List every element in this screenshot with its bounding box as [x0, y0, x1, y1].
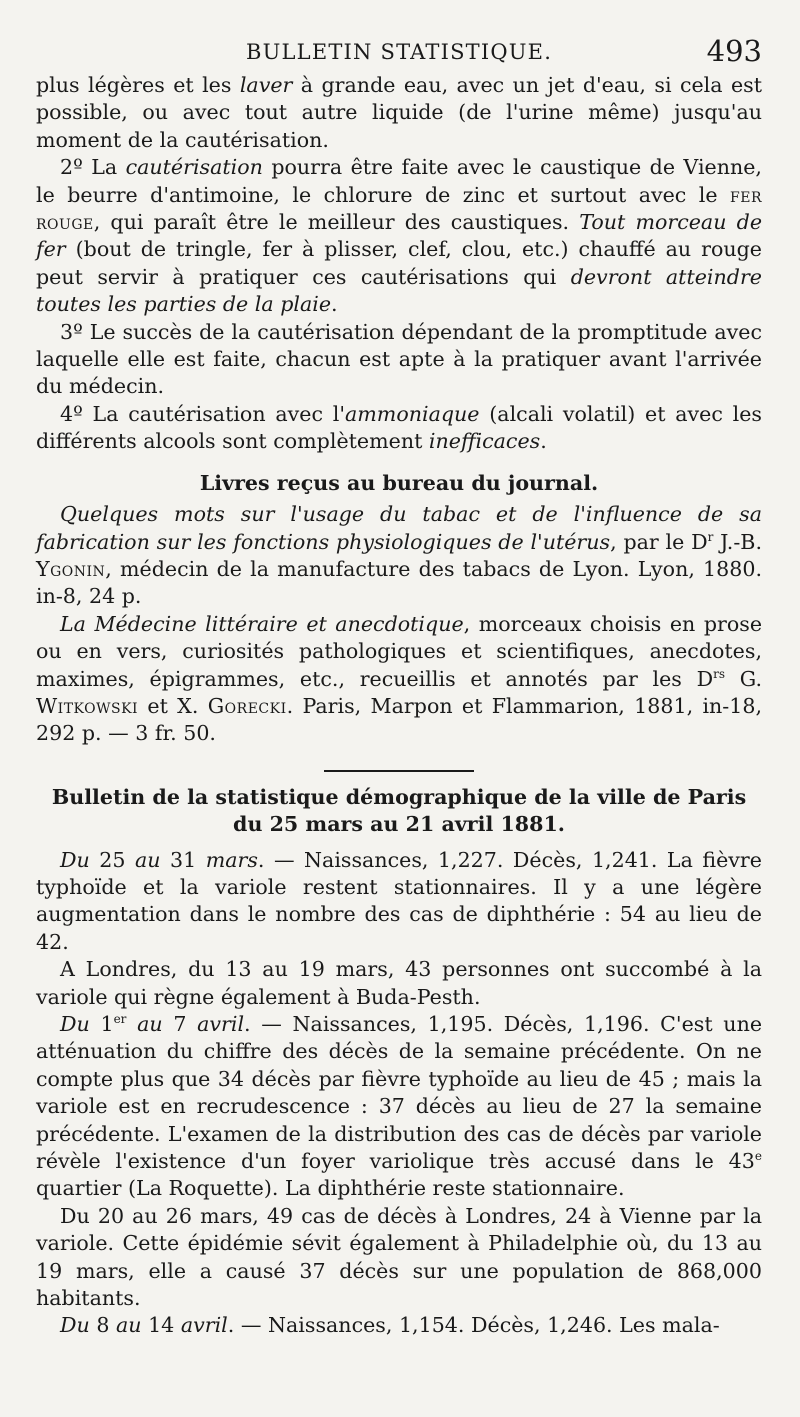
section-title-bulletin — [36, 784, 762, 839]
bulletin-week-1-7-avril: Du 1er au 7 avril. — Naissances, 1,195. Décès, 1,196. C'est une atténuation du chiffre des décès de la semaine précédente. On ne compte plus que 34 décès par fièvre typhoïde au lieu de 45 ; mais la variole est en recrudescence : 37 décès au lieu de 27 la semaine précédente. L'examen de la distribution des cas de décès par variole révèle l'existence d'un foyer variolique très accusé dans le 43e quartier (La Roquette). La diphthérie reste stationnaire. — [36, 1012, 763, 1201]
running-head: BULLETIN STATISTIQUE. — [246, 40, 553, 64]
section-title-books: Livres reçus au bureau du journal. — [199, 470, 599, 495]
bulletin-foreign-cities: Du 20 au 26 mars, 49 cas de décès à Londres, 24 à Vienne par la variole. Cette épidémie sévit également à Philadelphie où, du 13 au 19 mars, elle a causé 37 décès sur une population de 868,000 habitants. — [36, 1203, 762, 1311]
book-entry-tabac: Quelques mots sur l'usage du tabac et de l'influence de sa fabrication sur les fonctions physiologiques de l'utérus, par le $D^r$ J.-B. Ygonin, médecin de la manufacture des tabacs de Lyon. Lyon, 1880. in-8, 24 p. — [36, 502, 762, 609]
page-header — [36, 28, 762, 72]
bulletin-week-25-31-mars: Du 25 au 31 mars. — Naissances, 1,227. Décès, 1,241. La fièvre typhoïde et la variole restent stationnaires. Il y a une légère augmentation dans le nombre des cas de diphthérie : 54 au lieu de 42. — [36, 847, 762, 954]
document-page — [36, 28, 762, 1340]
bulletin-week-8-14-avril: Du 8 au 14 avril. — Naissances, 1,154. Décès, 1,246. Les mala- — [60, 1313, 720, 1338]
paragraph-promptness: 3º Le succès de la cautérisation dépendant de la promptitude avec laquelle elle est faite, chacun est apte à la pratiquer avant l'arrivée du médecin. — [36, 319, 762, 399]
section-divider — [324, 770, 474, 772]
book-entry-medecine-litteraire: La Médecine littéraire et anecdotique, morceaux choisis en prose ou en vers, curiosités pathologiques et scientifiques, anecdotes, maximes, épigrammes, etc., recueillis et annotés par les $D^{rs}$ G. Witkowski et X. Gorecki. Paris, Marpon et Flammarion, 1881, in-18, 292 p. — 3 fr. 50. — [36, 611, 763, 746]
bulletin-londres-variole: A Londres, du 13 au 19 mars, 43 personnes ont succombé à la variole qui règne également à Buda-Pesth. — [36, 957, 762, 1009]
bulletin-title-line-1: Bulletin de la statistique démographique de la ville de Paris — [51, 784, 747, 809]
paragraph-ammonia: 4º La cautérisation avec l'ammoniaque (alcali volatil) et avec les différents alcools sont complètement inefficaces. — [36, 401, 762, 454]
paragraph-washing: plus légères et les laver à grande eau, avec un jet d'eau, si cela est possible, ou avec tout autre liquide (de l'urine même) jusqu'au moment de la cautérisation. — [36, 73, 762, 152]
page-number: 493 — [706, 34, 762, 68]
bulletin-title-line-2: du 25 mars au 21 avril 1881. — [233, 812, 565, 837]
paragraph-cauterisation: 2º La cautérisation pourra être faite avec le caustique de Vienne, le beurre d'antimoine, le chlorure de zinc et surtout avec le fer rouge, qui paraît être le meilleur des caustiques. Tout morceau de fer (bout de tringle, fer à plisser, clef, clou, etc.) chauffé au rouge peut servir à pratiquer ces cautérisations qui devront atteindre toutes les parties de la plaie. — [36, 155, 763, 317]
